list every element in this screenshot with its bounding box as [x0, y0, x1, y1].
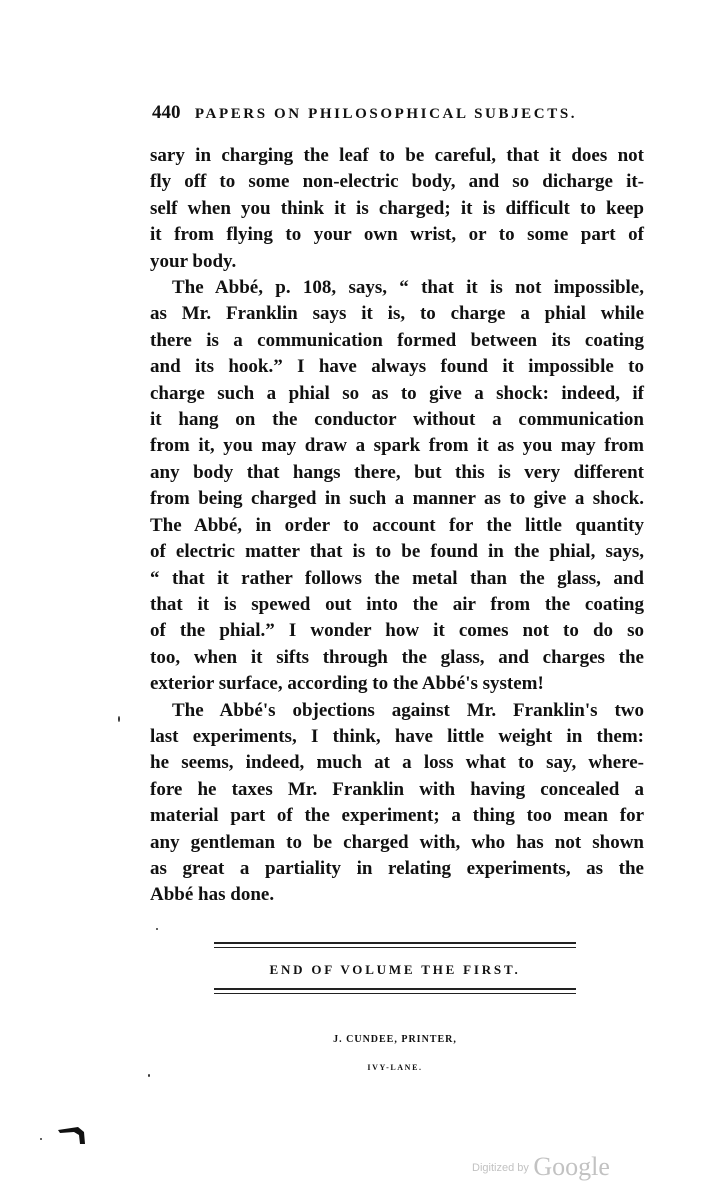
text-line: of the phial.” I wonder how it comes not to do so [150, 620, 644, 642]
text-line: The Abbé's objections against Mr. Franklin's two [172, 699, 644, 721]
watermark-prefix: Digitized by [472, 1162, 529, 1174]
text-line: any gentleman to be charged with, who has not shown [150, 831, 644, 853]
digitized-watermark [472, 1152, 610, 1182]
text-line: any body that hangs there, but this is very different [150, 461, 644, 483]
text-line: of electric matter that is to be found in the phial, says, [150, 541, 644, 563]
rule-line [214, 988, 576, 994]
scan-artifact-mark [56, 1120, 92, 1146]
text-line: that it is spewed out into the air from the coating [150, 593, 644, 615]
printer-location: IVY-LANE. [367, 1063, 423, 1072]
scan-speck [40, 1138, 42, 1140]
text-line: too, when it sifts through the glass, and charges the [150, 646, 644, 668]
running-title: PAPERS ON PHILOSOPHICAL SUBJECTS. [194, 106, 578, 122]
text-line: exterior surface, according to the Abbé's system! [150, 673, 544, 695]
end-of-volume-text: END OF VOLUME THE FIRST. [269, 962, 521, 977]
page-number: 440 [152, 102, 181, 123]
text-line: it from flying to your own wrist, or to some part of [150, 224, 644, 246]
google-logo: Google [533, 1152, 610, 1181]
text-line: The Abbé, p. 108, says, “ that it is not impossible, [172, 277, 644, 299]
text-line: Abbé has done. [150, 884, 275, 906]
scan-speck [148, 1074, 150, 1077]
running-head [152, 102, 652, 124]
scan-speck [118, 716, 120, 722]
text-line: as great a partiality in relating experiments, as the [150, 857, 644, 879]
body-text [150, 143, 644, 909]
text-line: self when you think it is charged; it is difficult to keep [150, 197, 644, 219]
text-line: as Mr. Franklin says it is, to charge a phial while [150, 303, 644, 325]
text-line: there is a communication formed between its coating [150, 329, 644, 351]
text-line: “ that it rather follows the metal than the glass, and [150, 567, 644, 589]
text-line: it hang on the conductor without a communication [150, 409, 644, 431]
text-line: charge such a phial so as to give a shock: indeed, if [150, 382, 644, 404]
text-line: fly off to some non-electric body, and so dicharge it- [150, 171, 644, 193]
text-line: material part of the experiment; a thing too mean for [150, 805, 644, 827]
text-line: fore he taxes Mr. Franklin with having concealed a [150, 778, 644, 800]
text-line: he seems, indeed, much at a loss what to say, where- [150, 752, 644, 774]
text-line: sary in charging the leaf to be careful, that it does not [150, 145, 644, 166]
rule-line [214, 942, 576, 948]
top-double-rule [214, 942, 576, 948]
text-line: your body. [150, 250, 237, 272]
printer-imprint: J. CUNDEE, PRINTER, [333, 1034, 457, 1045]
text-line: last experiments, I think, have little weight in them: [150, 725, 644, 747]
text-line: The Abbé, in order to account for the little quantity [150, 514, 644, 536]
text-line: from being charged in such a manner as to give a shock. [150, 488, 644, 510]
text-line: from it, you may draw a spark from it as you may from [150, 435, 644, 457]
bottom-double-rule [214, 988, 576, 994]
text-line: and its hook.” I have always found it impossible to [150, 356, 644, 378]
scan-speck [156, 928, 158, 930]
